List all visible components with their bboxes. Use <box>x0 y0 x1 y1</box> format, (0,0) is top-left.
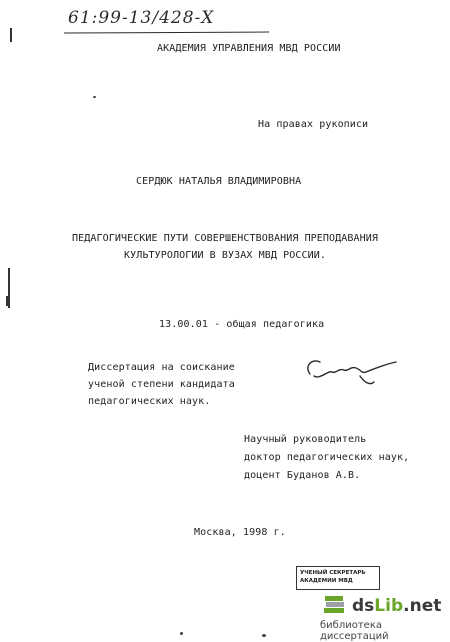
dissertation-title-line-2: КУЛЬТУРОЛОГИИ В ВУЗАХ МВД РОССИИ. <box>124 250 326 261</box>
ink-dot <box>262 634 266 637</box>
stamp-line-1: УЧЕНЫЙ СЕКРЕТАРЬ <box>300 570 366 576</box>
institution-name: АКАДЕМИЯ УПРАВЛЕНИЯ МВД РОССИИ <box>157 43 341 54</box>
logo-part-ds: ds <box>352 596 375 616</box>
ink-dot <box>180 632 183 635</box>
author-signature <box>300 352 400 392</box>
margin-mark <box>10 28 12 42</box>
specialty-code: 13.00.01 - общая педагогика <box>159 319 325 330</box>
supervisor-line-3: доцент Буданов А.В. <box>244 470 361 481</box>
degree-line-2: ученой степени кандидата <box>88 379 235 390</box>
manuscript-rights: На правах рукописи <box>258 119 369 130</box>
supervisor-line-2: доктор педагогических наук, <box>244 452 410 463</box>
margin-mark <box>6 296 10 306</box>
degree-line-1: Диссертация на соискание <box>88 362 235 373</box>
logo-part-net: .net <box>403 596 442 616</box>
author-name: СЕРДЮК НАТАЛЬЯ ВЛАДИМИРОВНА <box>136 176 302 187</box>
book-stack-icon <box>322 594 348 618</box>
handwritten-number: 61:99-13/428-Х <box>68 8 215 28</box>
supervisor-line-1: Научный руководитель <box>244 434 367 445</box>
ink-dot <box>93 96 96 98</box>
watermark-subtitle: библиотека диссертаций <box>320 620 389 642</box>
handwritten-underline <box>64 30 274 36</box>
dslib-watermark <box>318 590 448 640</box>
degree-line-3: педагогических наук. <box>88 396 211 407</box>
dissertation-title-line-1: ПЕДАГОГИЧЕСКИЕ ПУТИ СОВЕРШЕНСТВОВАНИЯ ПРЕПОДАВАНИЯ <box>71 233 379 244</box>
logo-part-lib: Lib <box>374 596 404 616</box>
official-stamp <box>296 566 380 590</box>
stamp-line-2: АКАДЕМИИ МВД <box>300 578 353 584</box>
city-year: Москва, 1998 г. <box>194 527 286 538</box>
watermark-logo <box>352 596 441 616</box>
